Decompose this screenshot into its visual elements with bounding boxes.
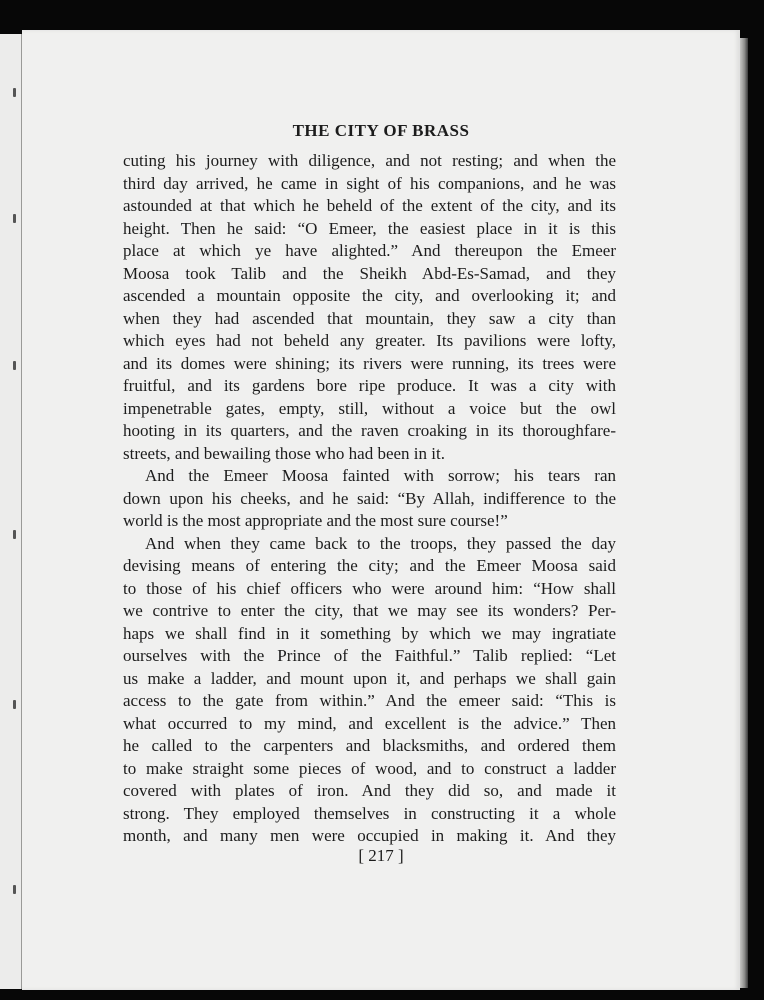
text-line: And the Emeer Moosa fainted with sorrow; his tears ran <box>145 466 616 485</box>
text-line: height. Then he said: “O Emeer, the easiest place in it is this <box>123 218 616 238</box>
text-line: month, and many men were occupied in making it. And they <box>123 826 616 845</box>
text-line: covered with plates of iron. And they did so, and made it <box>123 781 616 800</box>
text-line: haps we shall find in it something by which we may ingratiate <box>123 623 616 643</box>
text-line: us make a ladder, and mount upon it, and perhaps we shall gain <box>123 668 616 688</box>
text-line: when they had ascended that mountain, they saw a city than <box>123 308 616 328</box>
text-line: what occurred to my mind, and excellent is the advice.” Then <box>123 713 616 733</box>
text-line: access to the gate from within.” And the emeer said: “This is <box>123 691 616 710</box>
text-line: he called to the carpenters and blacksmiths, and ordered them <box>123 736 616 755</box>
text-line: which eyes had not beheld any greater. Its pavilions were lofty, <box>123 331 616 350</box>
text-line: devising means of entering the city; and the Emeer Moosa said <box>123 556 616 575</box>
previous-page-edge <box>0 34 22 989</box>
text-line: we contrive to enter the city, that we may see its wonders? Per- <box>123 601 616 620</box>
text-line: streets, and bewailing those who had been in it. <box>123 443 445 463</box>
text-line: place at which ye have alighted.” And thereupon the Emeer <box>123 241 616 260</box>
text-line: world is the most appropriate and the most sure course!” <box>123 511 508 530</box>
text-line: astounded at that which he beheld of the extent of the city, and its <box>123 196 616 215</box>
page-number: [ 217 ] <box>358 846 404 865</box>
text-line: down upon his cheeks, and he said: “By Allah, indifference to the <box>123 488 616 508</box>
binding-mark <box>13 361 16 370</box>
text-line: to make straight some pieces of wood, and to construct a ladder <box>123 758 616 778</box>
text-line: fruitful, and its gardens bore ripe produce. It was a city with <box>123 376 616 395</box>
binding-mark <box>13 700 16 709</box>
text-line: hooting in its quarters, and the raven croaking in its thoroughfare- <box>123 421 616 440</box>
text-line: third day arrived, he came in sight of his companions, and he was <box>123 173 616 193</box>
paragraph <box>123 533 616 848</box>
body-text <box>123 150 616 848</box>
text-line: strong. They employed themselves in constructing it a whole <box>123 803 616 823</box>
text-line: Moosa took Talib and the Sheikh Abd-Es-Samad, and they <box>123 263 616 283</box>
paragraph <box>123 150 616 465</box>
binding-mark <box>13 214 16 223</box>
binding-mark <box>13 88 16 97</box>
binding-mark <box>13 885 16 894</box>
text-line: And when they came back to the troops, they passed the day <box>145 533 616 553</box>
text-line: ourselves with the Prince of the Faithful.” Talib replied: “Let <box>123 646 616 665</box>
text-line: impenetrable gates, empty, still, without a voice but the owl <box>123 398 616 418</box>
text-line: and its domes were shining; its rivers were running, its trees were <box>123 353 616 373</box>
running-head: THE CITY OF BRASS <box>292 121 470 140</box>
text-line: to those of his chief officers who were around him: “How shall <box>123 578 616 598</box>
book-page <box>22 30 740 990</box>
paragraph <box>123 465 616 533</box>
text-line: ascended a mountain opposite the city, and overlooking it; and <box>123 286 616 305</box>
text-line: cuting his journey with diligence, and not resting; and when the <box>123 151 616 170</box>
binding-mark <box>13 530 16 539</box>
